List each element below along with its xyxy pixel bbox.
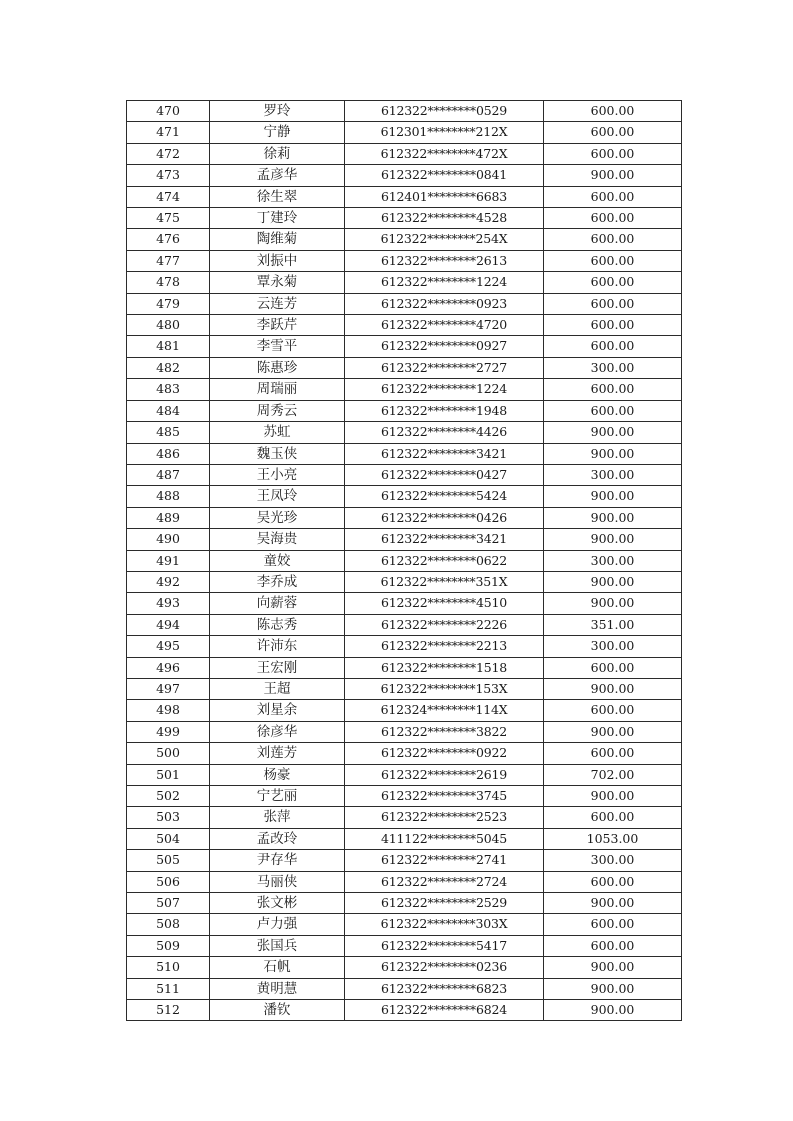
table-row: [127, 272, 682, 293]
amount-cell: 600.00: [544, 122, 682, 143]
person-name-cell: 张国兵: [210, 935, 345, 956]
amount-cell: 900.00: [544, 443, 682, 464]
table-row: [127, 743, 682, 764]
person-name-cell: 覃永菊: [210, 272, 345, 293]
table-row: [127, 914, 682, 935]
table-row: [127, 486, 682, 507]
row-number-cell: 480: [127, 315, 210, 336]
table-row: [127, 336, 682, 357]
person-name-cell: 陈惠珍: [210, 357, 345, 378]
row-number-cell: 493: [127, 593, 210, 614]
table-row: [127, 764, 682, 785]
person-name-cell: 孟彦华: [210, 165, 345, 186]
id-number-cell: 612322********2727: [345, 357, 544, 378]
table-row: [127, 593, 682, 614]
person-name-cell: 潘钦: [210, 1000, 345, 1021]
table-row: [127, 143, 682, 164]
amount-cell: 600.00: [544, 743, 682, 764]
id-number-cell: 612322********303X: [345, 914, 544, 935]
table-row: [127, 550, 682, 571]
table-row: [127, 786, 682, 807]
table-row: [127, 871, 682, 892]
person-name-cell: 苏虹: [210, 422, 345, 443]
row-number-cell: 485: [127, 422, 210, 443]
id-number-cell: 612322********0529: [345, 101, 544, 122]
table-row: [127, 807, 682, 828]
id-number-cell: 612401********6683: [345, 186, 544, 207]
amount-cell: 600.00: [544, 336, 682, 357]
amount-cell: 600.00: [544, 208, 682, 229]
table-row: [127, 935, 682, 956]
row-number-cell: 483: [127, 379, 210, 400]
amount-cell: 900.00: [544, 721, 682, 742]
id-number-cell: 612322********6823: [345, 978, 544, 999]
row-number-cell: 500: [127, 743, 210, 764]
person-name-cell: 石帆: [210, 957, 345, 978]
amount-cell: 600.00: [544, 657, 682, 678]
amount-cell: 300.00: [544, 357, 682, 378]
person-name-cell: 徐彦华: [210, 721, 345, 742]
row-number-cell: 498: [127, 700, 210, 721]
amount-cell: 600.00: [544, 935, 682, 956]
id-number-cell: 612322********4528: [345, 208, 544, 229]
table-row: [127, 122, 682, 143]
person-name-cell: 杨豪: [210, 764, 345, 785]
amount-cell: 900.00: [544, 529, 682, 550]
id-number-cell: 612322********3822: [345, 721, 544, 742]
person-name-cell: 王凤玲: [210, 486, 345, 507]
id-number-cell: 612322********3745: [345, 786, 544, 807]
amount-cell: 600.00: [544, 250, 682, 271]
id-number-cell: 612322********2529: [345, 893, 544, 914]
table-row: [127, 208, 682, 229]
row-number-cell: 495: [127, 636, 210, 657]
id-number-cell: 612322********0622: [345, 550, 544, 571]
amount-cell: 600.00: [544, 293, 682, 314]
amount-cell: 900.00: [544, 165, 682, 186]
id-number-cell: 612322********1518: [345, 657, 544, 678]
id-number-cell: 612322********1224: [345, 272, 544, 293]
id-number-cell: 612322********153X: [345, 678, 544, 699]
table-row: [127, 379, 682, 400]
row-number-cell: 490: [127, 529, 210, 550]
table-row: [127, 614, 682, 635]
row-number-cell: 499: [127, 721, 210, 742]
id-number-cell: 612322********4510: [345, 593, 544, 614]
row-number-cell: 492: [127, 571, 210, 592]
id-number-cell: 612322********2523: [345, 807, 544, 828]
table-row: [127, 293, 682, 314]
id-number-cell: 612322********2724: [345, 871, 544, 892]
person-name-cell: 李雪平: [210, 336, 345, 357]
row-number-cell: 478: [127, 272, 210, 293]
id-number-cell: 612322********5424: [345, 486, 544, 507]
person-name-cell: 丁建玲: [210, 208, 345, 229]
row-number-cell: 489: [127, 507, 210, 528]
table-row: [127, 101, 682, 122]
row-number-cell: 486: [127, 443, 210, 464]
row-number-cell: 511: [127, 978, 210, 999]
amount-cell: 351.00: [544, 614, 682, 635]
amount-cell: 1053.00: [544, 828, 682, 849]
table-row: [127, 186, 682, 207]
amount-cell: 900.00: [544, 486, 682, 507]
row-number-cell: 506: [127, 871, 210, 892]
row-number-cell: 507: [127, 893, 210, 914]
table-row: [127, 464, 682, 485]
row-number-cell: 512: [127, 1000, 210, 1021]
amount-cell: 300.00: [544, 636, 682, 657]
id-number-cell: 612322********6824: [345, 1000, 544, 1021]
table-row: [127, 721, 682, 742]
id-number-cell: 612322********1948: [345, 400, 544, 421]
person-name-cell: 卢力强: [210, 914, 345, 935]
row-number-cell: 472: [127, 143, 210, 164]
table-row: [127, 636, 682, 657]
table-row: [127, 443, 682, 464]
table-row: [127, 957, 682, 978]
row-number-cell: 496: [127, 657, 210, 678]
table-row: [127, 400, 682, 421]
amount-cell: 600.00: [544, 700, 682, 721]
row-number-cell: 482: [127, 357, 210, 378]
id-number-cell: 612322********1224: [345, 379, 544, 400]
recipient-table: [126, 100, 682, 1021]
id-number-cell: 612322********0927: [345, 336, 544, 357]
id-number-cell: 612324********114X: [345, 700, 544, 721]
table-row: [127, 229, 682, 250]
id-number-cell: 612322********4426: [345, 422, 544, 443]
person-name-cell: 王宏刚: [210, 657, 345, 678]
person-name-cell: 刘星余: [210, 700, 345, 721]
id-number-cell: 612322********2619: [345, 764, 544, 785]
row-number-cell: 481: [127, 336, 210, 357]
table-row: [127, 1000, 682, 1021]
person-name-cell: 李跃芹: [210, 315, 345, 336]
person-name-cell: 刘莲芳: [210, 743, 345, 764]
person-name-cell: 王小亮: [210, 464, 345, 485]
amount-cell: 600.00: [544, 315, 682, 336]
amount-cell: 600.00: [544, 871, 682, 892]
id-number-cell: 612322********4720: [345, 315, 544, 336]
person-name-cell: 黄明慧: [210, 978, 345, 999]
person-name-cell: 吴光珍: [210, 507, 345, 528]
id-number-cell: 612322********5417: [345, 935, 544, 956]
person-name-cell: 宁艺丽: [210, 786, 345, 807]
amount-cell: 600.00: [544, 186, 682, 207]
row-number-cell: 497: [127, 678, 210, 699]
table-row: [127, 657, 682, 678]
row-number-cell: 510: [127, 957, 210, 978]
row-number-cell: 479: [127, 293, 210, 314]
person-name-cell: 徐生翠: [210, 186, 345, 207]
person-name-cell: 陈志秀: [210, 614, 345, 635]
person-name-cell: 尹存华: [210, 850, 345, 871]
row-number-cell: 470: [127, 101, 210, 122]
table-row: [127, 678, 682, 699]
id-number-cell: 612322********3421: [345, 529, 544, 550]
row-number-cell: 471: [127, 122, 210, 143]
table-row: [127, 700, 682, 721]
row-number-cell: 503: [127, 807, 210, 828]
person-name-cell: 刘振中: [210, 250, 345, 271]
amount-cell: 900.00: [544, 978, 682, 999]
amount-cell: 900.00: [544, 422, 682, 443]
row-number-cell: 484: [127, 400, 210, 421]
person-name-cell: 孟改玲: [210, 828, 345, 849]
row-number-cell: 494: [127, 614, 210, 635]
person-name-cell: 马丽侠: [210, 871, 345, 892]
row-number-cell: 488: [127, 486, 210, 507]
table-row: [127, 250, 682, 271]
id-number-cell: 612322********472X: [345, 143, 544, 164]
id-number-cell: 612322********2613: [345, 250, 544, 271]
id-number-cell: 612322********0426: [345, 507, 544, 528]
id-number-cell: 612322********2741: [345, 850, 544, 871]
person-name-cell: 周秀云: [210, 400, 345, 421]
row-number-cell: 501: [127, 764, 210, 785]
id-number-cell: 612301********212X: [345, 122, 544, 143]
person-name-cell: 吴海贵: [210, 529, 345, 550]
person-name-cell: 魏玉侠: [210, 443, 345, 464]
amount-cell: 600.00: [544, 101, 682, 122]
row-number-cell: 476: [127, 229, 210, 250]
amount-cell: 900.00: [544, 786, 682, 807]
amount-cell: 900.00: [544, 957, 682, 978]
row-number-cell: 502: [127, 786, 210, 807]
amount-cell: 600.00: [544, 807, 682, 828]
person-name-cell: 向薪蓉: [210, 593, 345, 614]
row-number-cell: 491: [127, 550, 210, 571]
table-row: [127, 529, 682, 550]
amount-cell: 900.00: [544, 571, 682, 592]
row-number-cell: 474: [127, 186, 210, 207]
person-name-cell: 罗玲: [210, 101, 345, 122]
person-name-cell: 童姣: [210, 550, 345, 571]
row-number-cell: 505: [127, 850, 210, 871]
id-number-cell: 612322********0236: [345, 957, 544, 978]
amount-cell: 300.00: [544, 464, 682, 485]
table-row: [127, 507, 682, 528]
row-number-cell: 508: [127, 914, 210, 935]
row-number-cell: 477: [127, 250, 210, 271]
id-number-cell: 612322********2213: [345, 636, 544, 657]
person-name-cell: 周瑞丽: [210, 379, 345, 400]
id-number-cell: 612322********0922: [345, 743, 544, 764]
id-number-cell: 612322********351X: [345, 571, 544, 592]
person-name-cell: 宁静: [210, 122, 345, 143]
amount-cell: 702.00: [544, 764, 682, 785]
person-name-cell: 李乔成: [210, 571, 345, 592]
amount-cell: 300.00: [544, 550, 682, 571]
person-name-cell: 徐莉: [210, 143, 345, 164]
table-body: [127, 101, 682, 1021]
table-row: [127, 422, 682, 443]
amount-cell: 900.00: [544, 507, 682, 528]
amount-cell: 900.00: [544, 678, 682, 699]
amount-cell: 600.00: [544, 272, 682, 293]
table-row: [127, 893, 682, 914]
amount-cell: 900.00: [544, 593, 682, 614]
amount-cell: 600.00: [544, 400, 682, 421]
person-name-cell: 张萍: [210, 807, 345, 828]
person-name-cell: 王超: [210, 678, 345, 699]
id-number-cell: 612322********0427: [345, 464, 544, 485]
amount-cell: 300.00: [544, 850, 682, 871]
table-row: [127, 828, 682, 849]
amount-cell: 600.00: [544, 229, 682, 250]
person-name-cell: 云连芳: [210, 293, 345, 314]
id-number-cell: 411122********5045: [345, 828, 544, 849]
amount-cell: 900.00: [544, 1000, 682, 1021]
table-row: [127, 165, 682, 186]
id-number-cell: 612322********2226: [345, 614, 544, 635]
table-row: [127, 315, 682, 336]
id-number-cell: 612322********0841: [345, 165, 544, 186]
table-row: [127, 850, 682, 871]
amount-cell: 600.00: [544, 143, 682, 164]
row-number-cell: 504: [127, 828, 210, 849]
id-number-cell: 612322********0923: [345, 293, 544, 314]
row-number-cell: 475: [127, 208, 210, 229]
person-name-cell: 许沛东: [210, 636, 345, 657]
row-number-cell: 487: [127, 464, 210, 485]
amount-cell: 600.00: [544, 379, 682, 400]
id-number-cell: 612322********254X: [345, 229, 544, 250]
person-name-cell: 陶维菊: [210, 229, 345, 250]
row-number-cell: 473: [127, 165, 210, 186]
amount-cell: 900.00: [544, 893, 682, 914]
table-row: [127, 571, 682, 592]
table-row: [127, 357, 682, 378]
amount-cell: 600.00: [544, 914, 682, 935]
table-row: [127, 978, 682, 999]
person-name-cell: 张文彬: [210, 893, 345, 914]
row-number-cell: 509: [127, 935, 210, 956]
id-number-cell: 612322********3421: [345, 443, 544, 464]
